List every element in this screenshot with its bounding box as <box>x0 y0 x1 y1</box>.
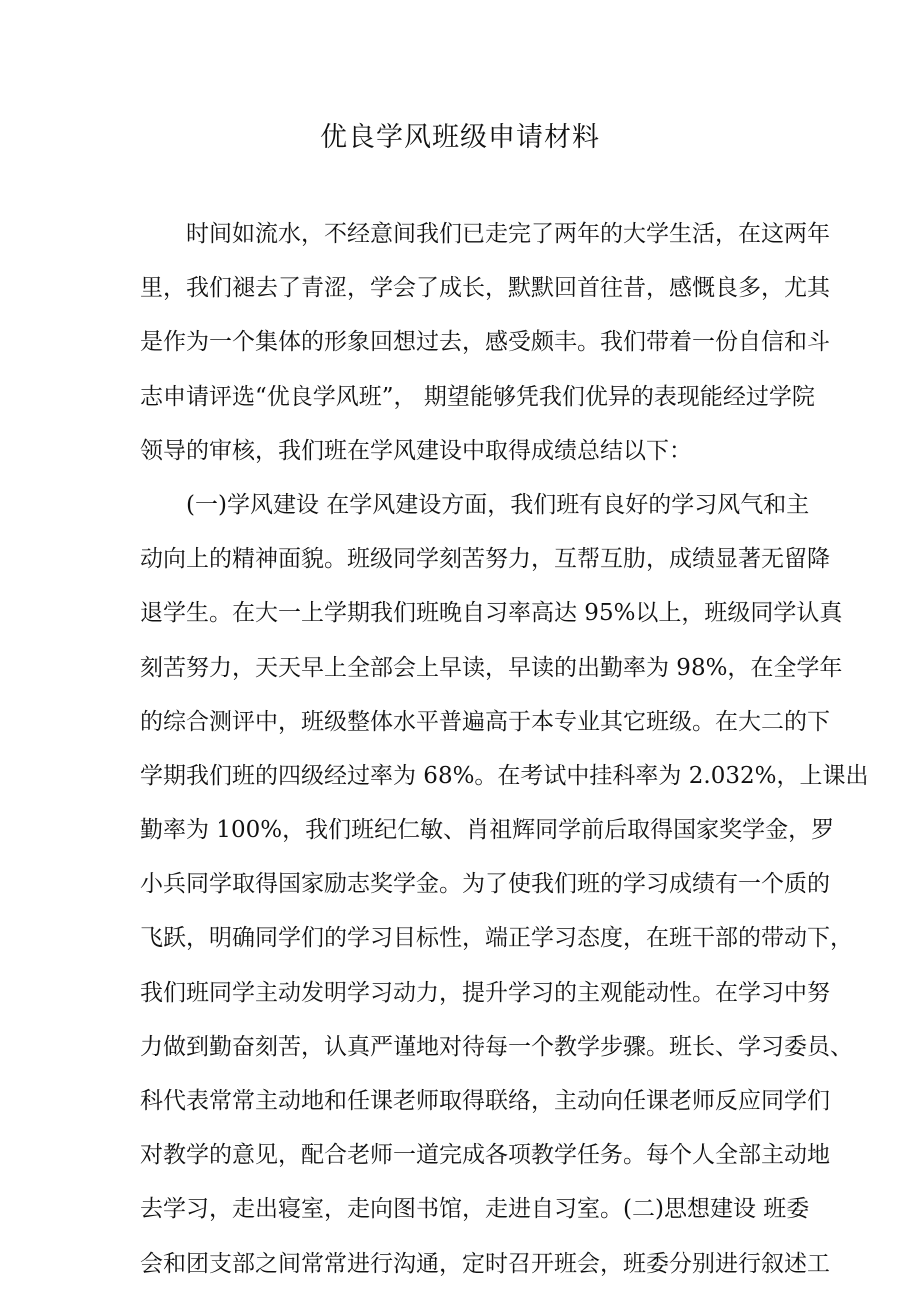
paragraph-line: 我们班同学主动发明学习动力，提升学习的主观能动性。在学习中努 <box>140 979 830 1006</box>
paragraph-line: 退学生。在大一上学期我们班晚自习率高达 95%以上，班级同学认真 <box>140 600 843 627</box>
paragraph-line: 学期我们班的四级经过率为 68%。在考试中挂科率为 2.032%，上课出 <box>140 762 869 789</box>
paragraph-line: (一)学风建设 在学风建设方面，我们班有良好的学习风气和主 <box>186 491 810 518</box>
paragraph-line: 会和团支部之间常常进行沟通，定时召开班会，班委分别进行叙述工 <box>140 1250 830 1277</box>
paragraph-line: 志申请评选“优良学风班”， 期望能够凭我们优异的表现能经过学院 <box>140 383 815 410</box>
paragraph-line: 科代表常常主动地和任课老师取得联络，主动向任课老师反应同学们 <box>140 1088 830 1114</box>
paragraph-line: 时间如流水，不经意间我们已走完了两年的大学生活，在这两年 <box>186 221 830 247</box>
paragraph-line: 飞跃，明确同学们的学习目标性，端正学习态度，在班干部的带动下， <box>140 925 853 952</box>
paragraph-line: 里，我们褪去了青涩，学会了成长，默默回首往昔，感慨良多，尤其 <box>140 275 830 302</box>
paragraph-line: 刻苦努力，天天早上全部会上早读，早读的出勤率为 98%，在全学年 <box>140 654 843 681</box>
paragraph-line: 动向上的精神面貌。班级同学刻苦努力，互帮互肋，成绩显著无留降 <box>140 546 830 573</box>
paragraph-line: 是作为一个集体的形象回想过去，感受颇丰。我们带着一份自信和斗 <box>140 329 830 356</box>
paragraph-line: 勤率为 100%，我们班纪仁敏、肖祖辉同学前后取得国家奖学金，罗 <box>140 817 835 844</box>
document-body <box>140 207 869 1291</box>
paragraph-line: 领导的审核，我们班在学风建设中取得成绩总结以下： <box>140 437 692 464</box>
document-title: 优良学风班级申请材料 <box>320 122 600 153</box>
paragraph-line: 去学习，走出寝室，走向图书馆，走进自习室。(二)思想建设 班委 <box>140 1196 810 1223</box>
paragraph-line: 对教学的意见，配合老师一道完成各项教学任务。每个人全部主动地 <box>140 1142 830 1169</box>
paragraph-line: 小兵同学取得国家励志奖学金。为了使我们班的学习成绩有一个质的 <box>140 871 830 898</box>
paragraph-line: 力做到勤奋刻苦，认真严谨地对待每一个教学步骤。班长、学习委员、 <box>140 1033 853 1060</box>
paragraph-line: 的综合测评中，班级整体水平普遍高于本专业其它班级。在大二的下 <box>140 708 830 735</box>
